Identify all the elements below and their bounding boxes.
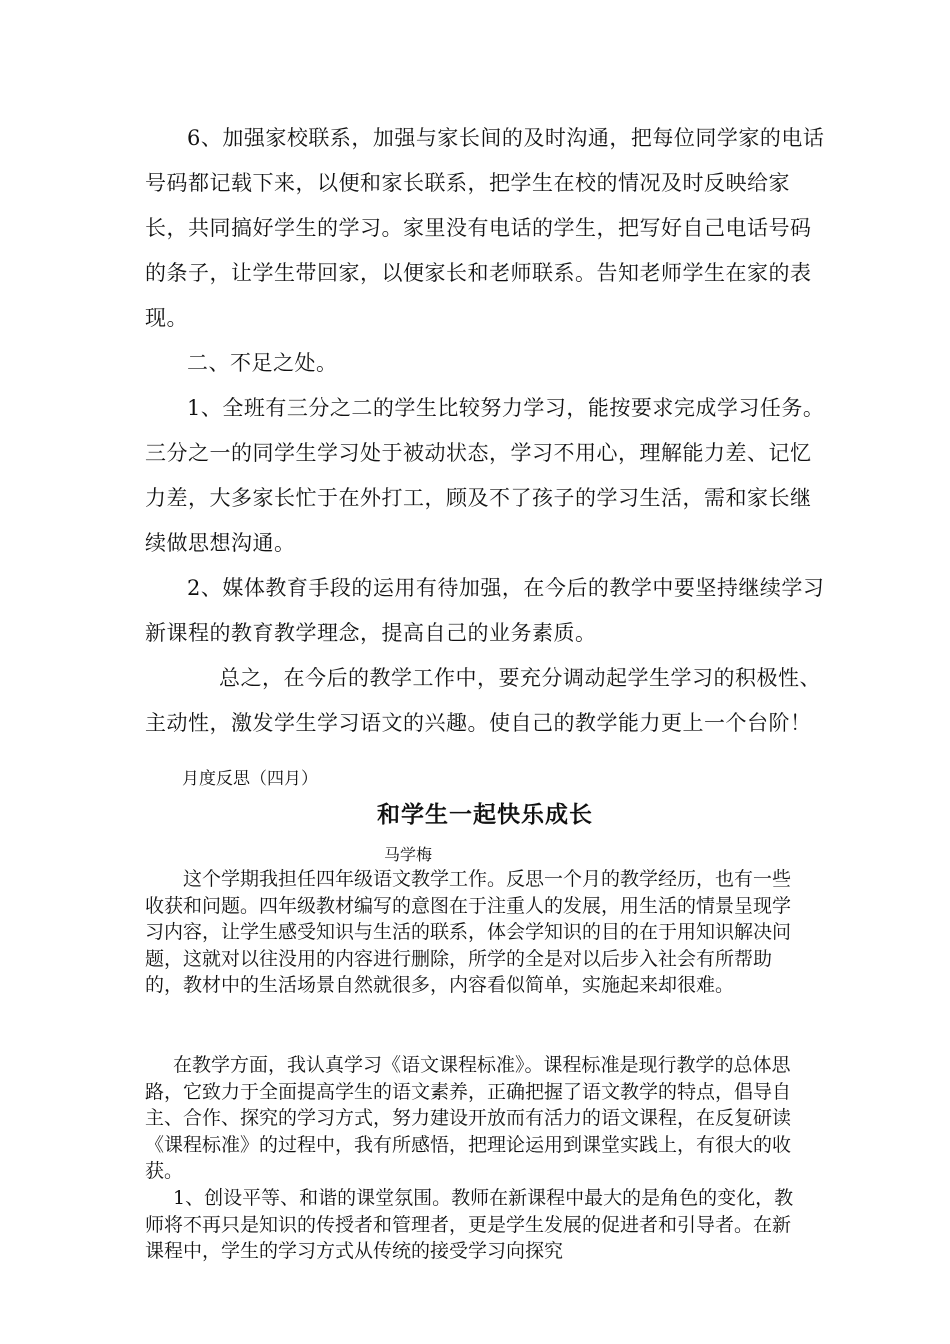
section-label: 月度反思（四月）: [182, 769, 318, 789]
paragraph-classroom-atmosphere: 1、创设平等、和谐的课堂氛围。教师在新课程中最大的是角色的变化，教师将不再只是知识的传授者和管理者，更是学生发展的促进者和引导者。在新课程中，学生的学习方式从传统的接受学习向探究: [145, 1187, 794, 1262]
paragraph-summary: 总之，在今后的教学工作中，要充分调动起学生学习的积极性、主动性，激发学生学习语文的兴趣。使自己的教学能力更上一个台阶！: [145, 666, 821, 735]
paragraph-item-6: 6、加强家校联系，加强与家长间的及时沟通，把每位同学家的电话号码都记载下来，以便和家长联系，把学生在校的情况及时反映给家长，共同搞好学生的学习。家里没有电话的学生，把写好自己电话号码的条子，让学生带回家，以便家长和老师联系。告知老师学生在家的表现。: [145, 126, 825, 330]
section-heading-shortcomings: 二、不足之处。: [187, 351, 338, 375]
paragraph-shortcoming-1: 1、全班有三分之二的学生比较努力学习，能按要求完成学习任务。三分之一的同学生学习处于被动状态，学习不用心，理解能力差、记忆力差，大多家长忙于在外打工，顾及不了孩子的学习生活，需和家长继续做思想沟通。: [145, 396, 825, 555]
author-name: 马学梅: [384, 845, 433, 864]
paragraph-intro: 这个学期我担任四年级语文教学工作。反思一个月的教学经历，也有一些收获和问题。四年级教材编写的意图在于注重人的发展，用生活的情景呈现学习内容，让学生感受知识与生活的联系，体会学知识的目的在于用知识解决问题，这就对以往没用的内容进行删除，所学的全是对以后步入社会有所帮助的，教材中的生活场景自然就很多，内容看似简单，实施起来却很难。: [145, 868, 792, 996]
paragraph-shortcoming-2: 2、媒体教育手段的运用有待加强，在今后的教学中要坚持继续学习新课程的教育教学理念，提高自己的业务素质。: [145, 576, 825, 645]
article-title: 和学生一起快乐成长: [377, 802, 593, 828]
paragraph-teaching: 在教学方面，我认真学习《语文课程标准》。课程标准是现行教学的总体思路，它致力于全面提高学生的语文素养，正确把握了语文教学的特点，倡导自主、合作、探究的学习方式，努力建设开放而有活力的语文课程，在反复研读《课程标准》的过程中，我有所感悟，把理论运用到课堂实践上，有很大的收获。: [145, 1054, 792, 1182]
